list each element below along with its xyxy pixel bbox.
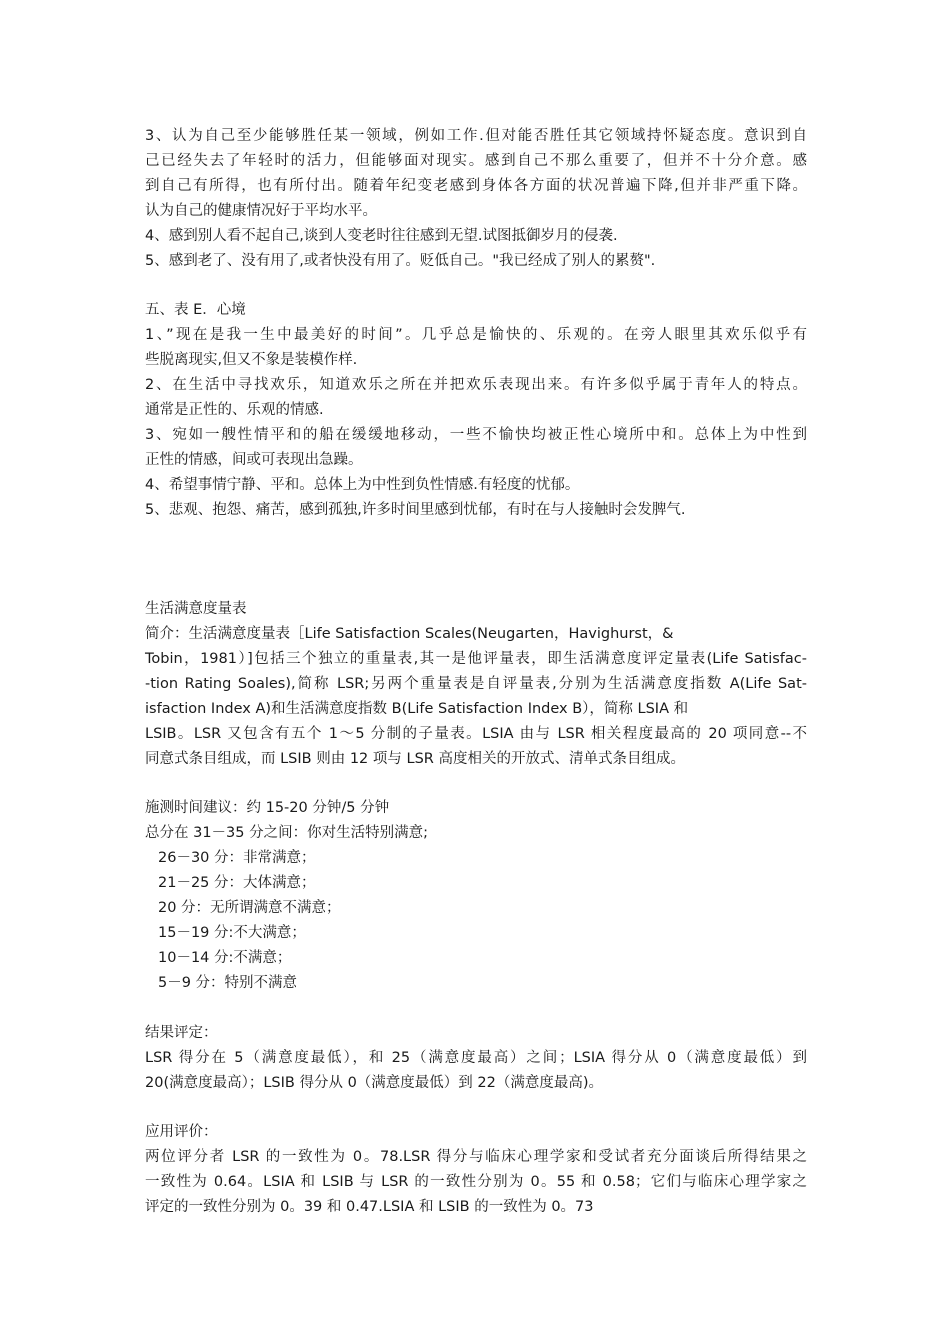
paragraph-line: LSR 得分在 5（满意度最低），和 25（满意度最高）之间；LSIA 得分从 0（满意度最低）到 [145,1050,807,1066]
score-range: 26－30 分：非常满意； [158,850,316,866]
score-range: 15－19 分:不大满意； [158,925,306,941]
paragraph-line: 4、感到别人看不起自己,谈到人变老时往往感到无望.试图抵御岁月的侵袭. [145,228,618,244]
paragraph-line: 到自己有所得，也有所付出。随着年纪变老感到身体各方面的状况普遍下降,但并非严重下降。 [145,178,807,194]
score-line: 总分在 31－35 分之间：你对生活特别满意; [145,825,429,841]
paragraph-line: 4、希望事情宁静、平和。总体上为中性到负性情感.有轻度的忧郁。 [145,477,580,493]
paragraph-line: 正性的情感，间或可表现出急躁。 [145,452,363,468]
paragraph-line: 两位评分者 LSR 的一致性为 0。78.LSR 得分与临床心理学家和受试者充分面谈后所得结果之 [145,1149,807,1165]
paragraph-line: 简介：生活满意度量表［Life Satisfaction Scales(Neugarten，Havighurst，& [145,626,674,642]
score-range: 10－14 分:不满意； [158,950,292,966]
paragraph-line: LSIB。LSR 又包含有五个 1～5 分制的子量表。LSIA 由与 LSR 相关程度最高的 20 项同意--不 [145,726,807,742]
score-range: 20 分：无所谓满意不满意； [158,900,341,916]
document-title: 生活满意度量表 [145,601,247,617]
paragraph-line: isfaction Index A)和生活满意度指数 B(Life Satisfaction Index B），简称 LSIA 和 [145,701,689,717]
score-range: 21－25 分：大体满意； [158,875,316,891]
section-heading: 结果评定： [145,1025,218,1041]
score-range: 5－9 分：特别不满意 [158,975,298,991]
paragraph-line: 2、在生活中寻找欢乐，知道欢乐之所在并把欢乐表现出来。有许多似乎属于青年人的特点。 [145,377,807,393]
paragraph-line: 通常是正性的、乐观的情感. [145,402,324,418]
paragraph-line: 同意式条目组成，而 LSIB 则由 12 项与 LSR 高度相关的开放式、清单式条目组成。 [145,751,685,767]
paragraph-line: -tion Rating Soales),简称 LSR;另两个重量表是自评量表,分别为生活满意度指数 A(Life Sat- [145,676,807,692]
paragraph-line: 1、”现在是我一生中最美好的时间”。几乎总是愉快的、乐观的。在旁人眼里其欢乐似乎有 [145,327,807,343]
paragraph-line: 认为自己的健康情况好于平均水平。 [145,203,377,219]
paragraph-line: 3、认为自己至少能够胜任某一领域，例如工作.但对能否胜任其它领域持怀疑态度。意识到自 [145,128,807,144]
paragraph-line: 5、悲观、抱怨、痛苦，感到孤独,许多时间里感到忧郁，有时在与人接触时会发脾气. [145,502,686,518]
time-note: 施测时间建议：约 15-20 分钟/5 分钟 [145,800,390,816]
paragraph-line: 20(满意度最高）；LSIB 得分从 0（满意度最低）到 22（满意度最高)。 [145,1075,604,1091]
paragraph-line: Tobin，1981）]包括三个独立的重量表,其一是他评量表，即生活满意度评定量表(Life Satisfac- [145,651,807,667]
paragraph-line: 己已经失去了年轻时的活力，但能够面对现实。感到自己不那么重要了，但并不十分介意。感 [145,153,807,169]
paragraph-line: 一致性为 0.64。LSIA 和 LSIB 与 LSR 的一致性分别为 0。55 和 0.58；它们与临床心理学家之 [145,1174,807,1190]
paragraph-line: 3、宛如一艘性情平和的船在缓缓地移动，一些不愉快均被正性心境所中和。总体上为中性到 [145,427,807,443]
section-heading: 五、表 E．心境 [145,302,246,318]
paragraph-line: 评定的一致性分别为 0。39 和 0.47.LSIA 和 LSIB 的一致性为 0。73 [145,1199,594,1215]
paragraph-line: 5、感到老了、没有用了,或者快没有用了。贬低自己。"我已经成了别人的累赘". [145,253,656,269]
section-heading: 应用评价： [145,1124,218,1140]
paragraph-line: 些脱离现实,但又不象是装模作样. [145,352,358,368]
